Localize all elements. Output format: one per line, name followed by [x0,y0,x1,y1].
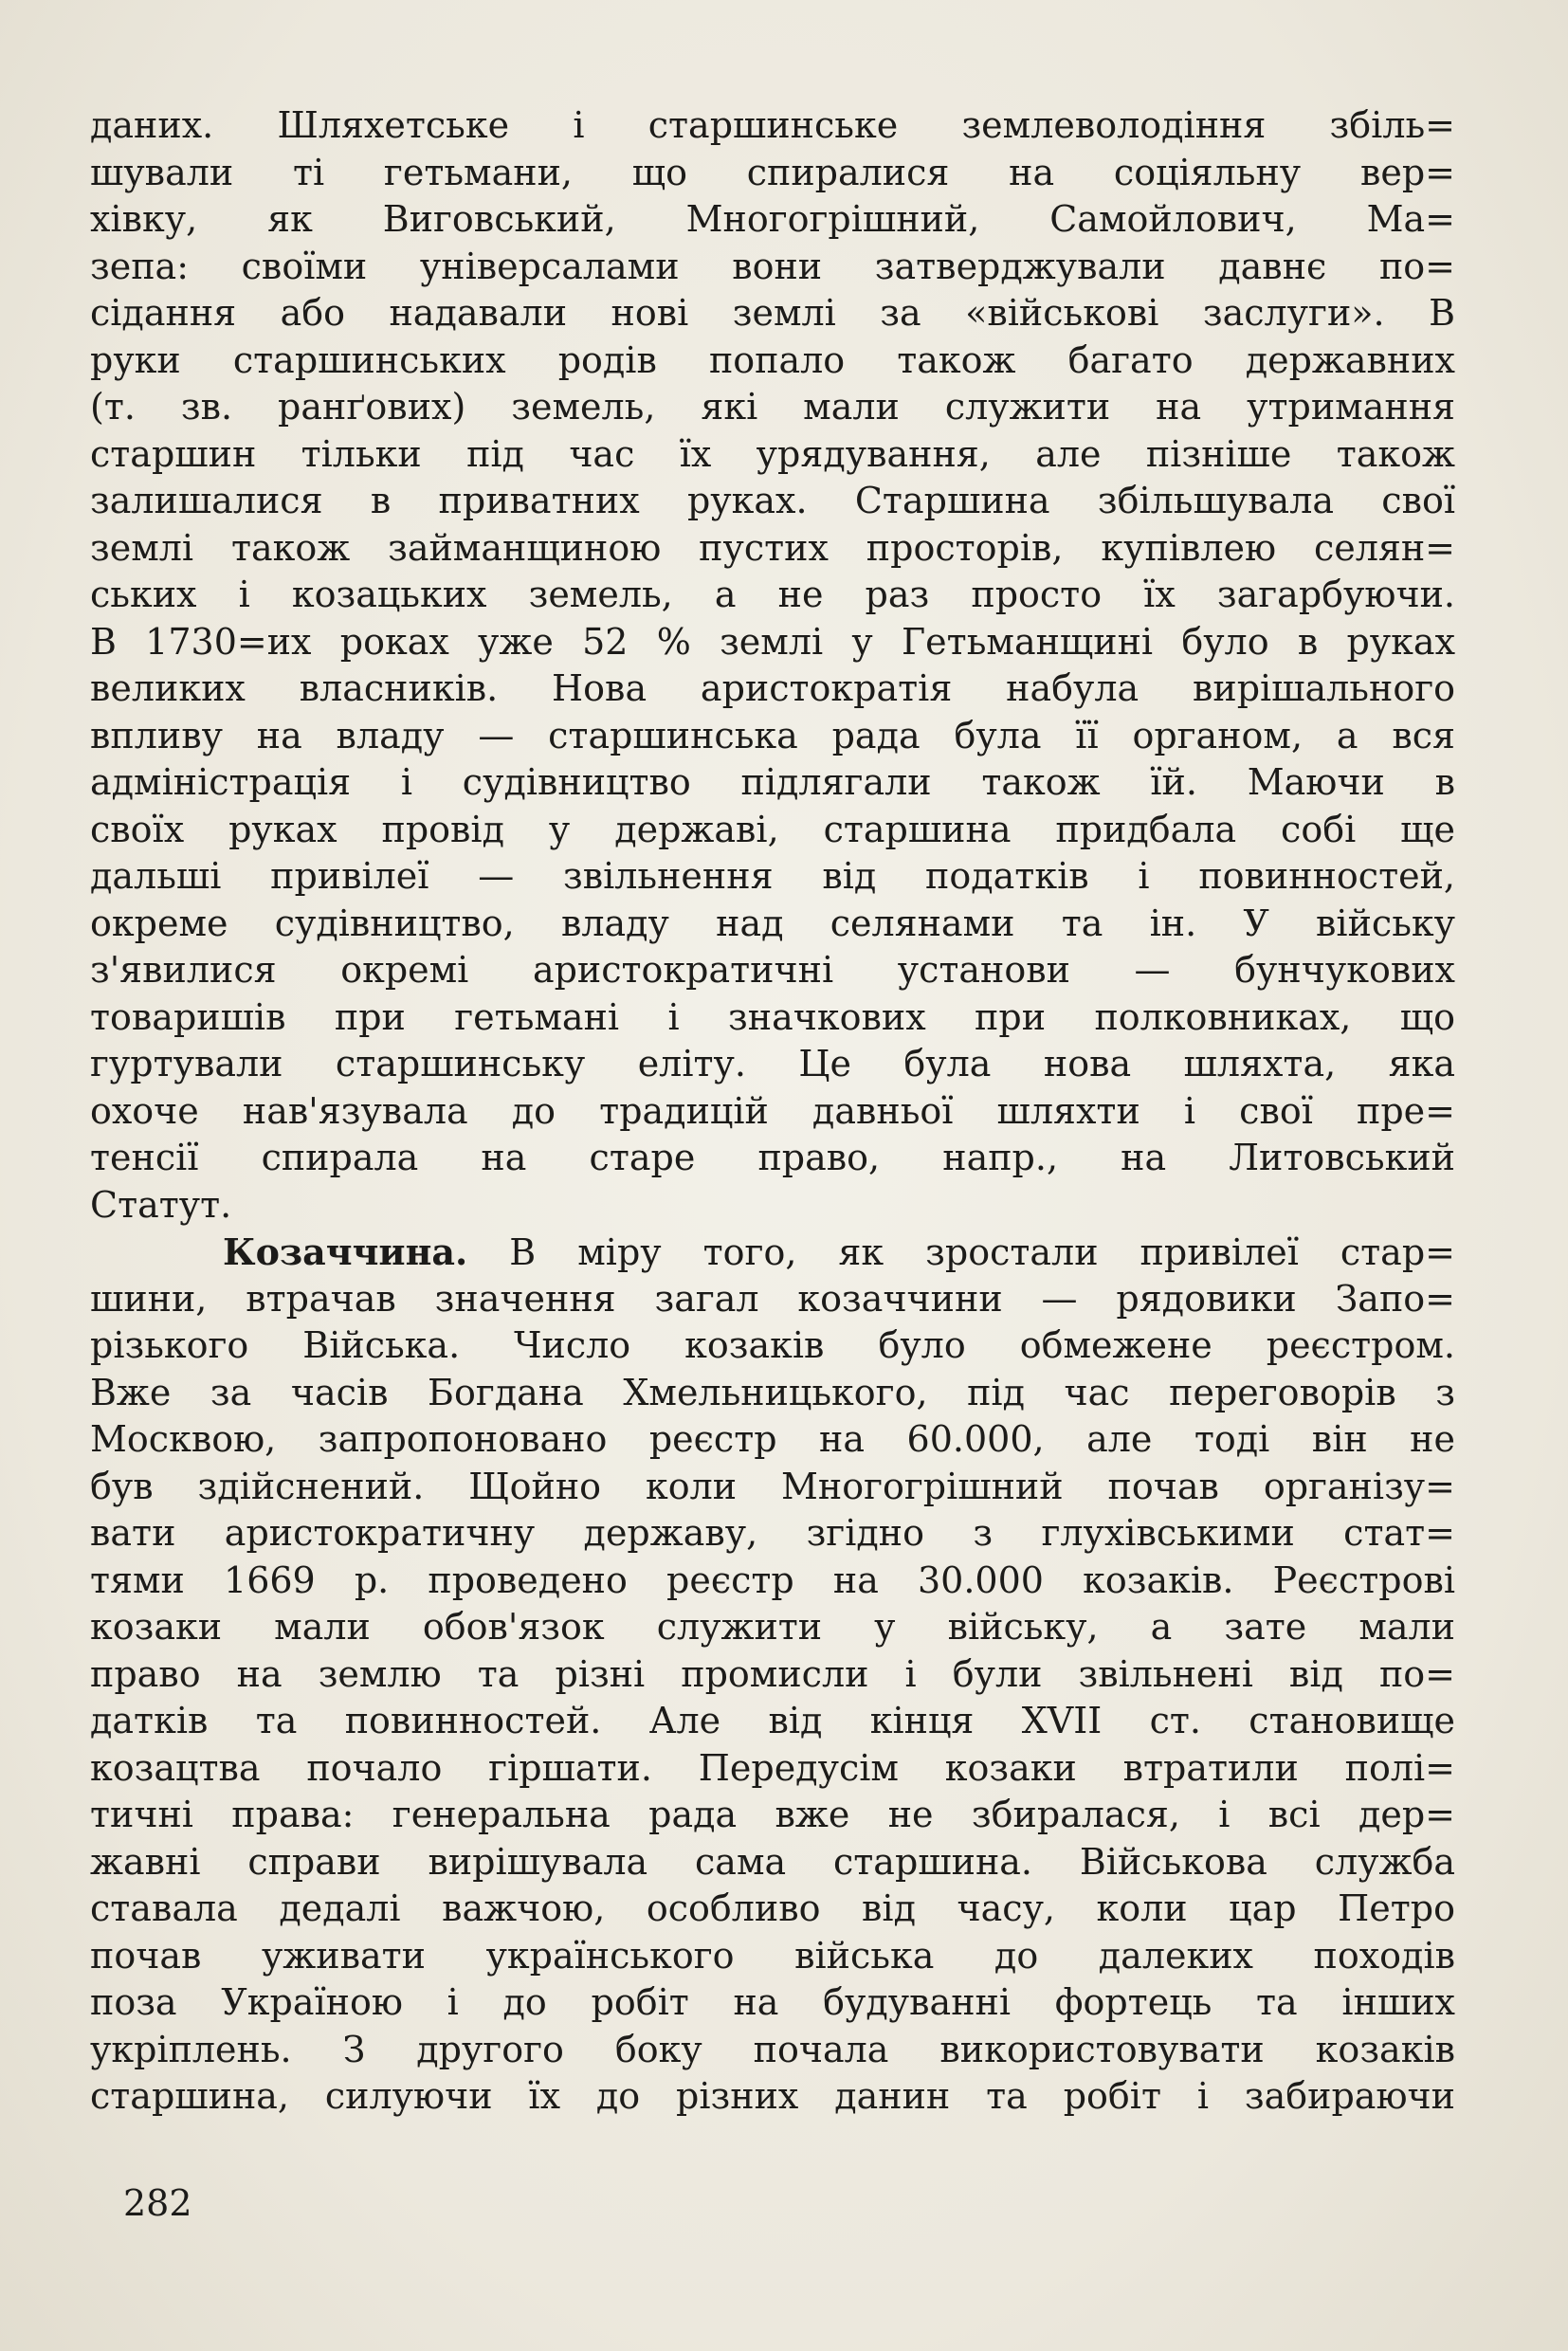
text-line: В 1730=их роках уже 52 % землі у Гетьманщині було в руках [90,620,1455,663]
page-number: 282 [123,2182,192,2224]
text-line: старшина, силуючи їх до різних данин та робіт і забираючи [90,2075,1455,2117]
paragraph-2 [90,1229,1455,2121]
text-line: товаришів при гетьмані і значкових при полковниках, що [90,995,1455,1038]
body-text [90,102,1455,2121]
text-line: сідання або надавали нові землі за «військові заслуги». В [90,292,1455,334]
text-line: залишалися в приватних руках. Старшина збільшувала свої [90,480,1455,521]
text-line: зепа: своїми універсалами вони затверджували давнє по= [90,245,1455,287]
text-line: Вже за часів Богдана Хмельницького, під час переговорів з [90,1371,1455,1413]
text-line: своїх руках провід у державі, старшина придбала собі ще [90,808,1455,850]
text-line: Москвою, запропоновано реєстр на 60.000, але тоді він не [90,1418,1455,1460]
paragraph-1 [90,102,1455,1229]
text-line: Статут. [90,1183,232,1226]
text-line: козаки мали обов'язок служити у війську, а зате мали [90,1606,1455,1648]
first-line-text: В міру того, як зростали привілеї стар= [509,1231,1455,1273]
text-line: гуртували старшинську еліту. Це була нова шляхта, яка [90,1043,1455,1084]
text-line: ставала дедалі важчою, особливо від часу, коли цар Петро [90,1887,1455,1929]
text-line: почав уживати українського війська до далеких походів [90,1934,1455,1977]
text-line: хівку, як Виговський, Многогрішний, Самойлович, Ма= [90,198,1455,240]
text-line: землі також займанщиною пустих просторів, купівлею селян= [90,526,1455,569]
text-line: з'явилися окремі аристократичні установи — бунчукових [90,949,1455,991]
first-line [90,1229,1455,1276]
text-line: тями 1669 р. проведено реєстр на 30.000 козаків. Реєстрові [90,1558,1455,1601]
text-line: охоче нав'язувала до традицій давньої шляхти і свої пре= [90,1089,1455,1132]
text-line: право на землю та різні промисли і були звільнені від по= [90,1652,1455,1695]
text-line: укріплень. З другого боку почала використовувати козаків [90,2028,1455,2070]
text-line: вати аристократичну державу, згідно з глухівськими стат= [90,1512,1455,1554]
text-line: адміністрація і судівництво підлягали також їй. Маючи в [90,761,1455,803]
text-line: поза Україною і до робіт на будуванні фортець та інших [90,1981,1455,2023]
text-line: окреме судівництво, владу над селянами та ін. У війську [90,902,1455,944]
text-line: різького Війська. Число козаків було обмежене реєстром. [90,1324,1455,1366]
text-line: козацтва почало гіршати. Передусім козаки втратили полі= [90,1746,1455,1789]
text-line: тичні права: генеральна рада вже не збиралася, і всі дер= [90,1794,1455,1835]
text-line: даних. Шляхетське і старшинське землеволодіння збіль= [90,104,1455,146]
text-line: шини, втрачав значення загал козаччини — рядовики Запо= [90,1277,1455,1320]
text-line: дальші привілеї — звільнення від податків і повинностей, [90,855,1455,897]
text-line: впливу на владу — старшинська рада була її органом, а вся [90,714,1455,756]
section-heading: Козаччина. [223,1230,468,1273]
text-line: датків та повинностей. Але від кінця XVII ст. становище [90,1700,1455,1741]
text-line: (т. зв. ранґових) земель, які мали служити на утримання [90,386,1455,428]
text-line: старшин тільки під час їх урядування, але пізніше також [90,432,1455,475]
text-line: жавні справи вирішувала сама старшина. Військова служба [90,1840,1455,1883]
text-line: був здійснений. Щойно коли Многогрішний почав організу= [90,1465,1455,1507]
text-line: великих власників. Нова аристократія набула вирішального [90,667,1455,709]
text-line: руки старшинських родів попало також багато державних [90,338,1455,381]
text-line: ських і козацьких земель, а не раз просто їх загарбуючи. [90,574,1455,615]
text-line: тенсії спирала на старе право, напр., на Литовський [90,1137,1455,1178]
text-line: шували ті гетьмани, що спиралися на соціяльну вер= [90,151,1455,193]
